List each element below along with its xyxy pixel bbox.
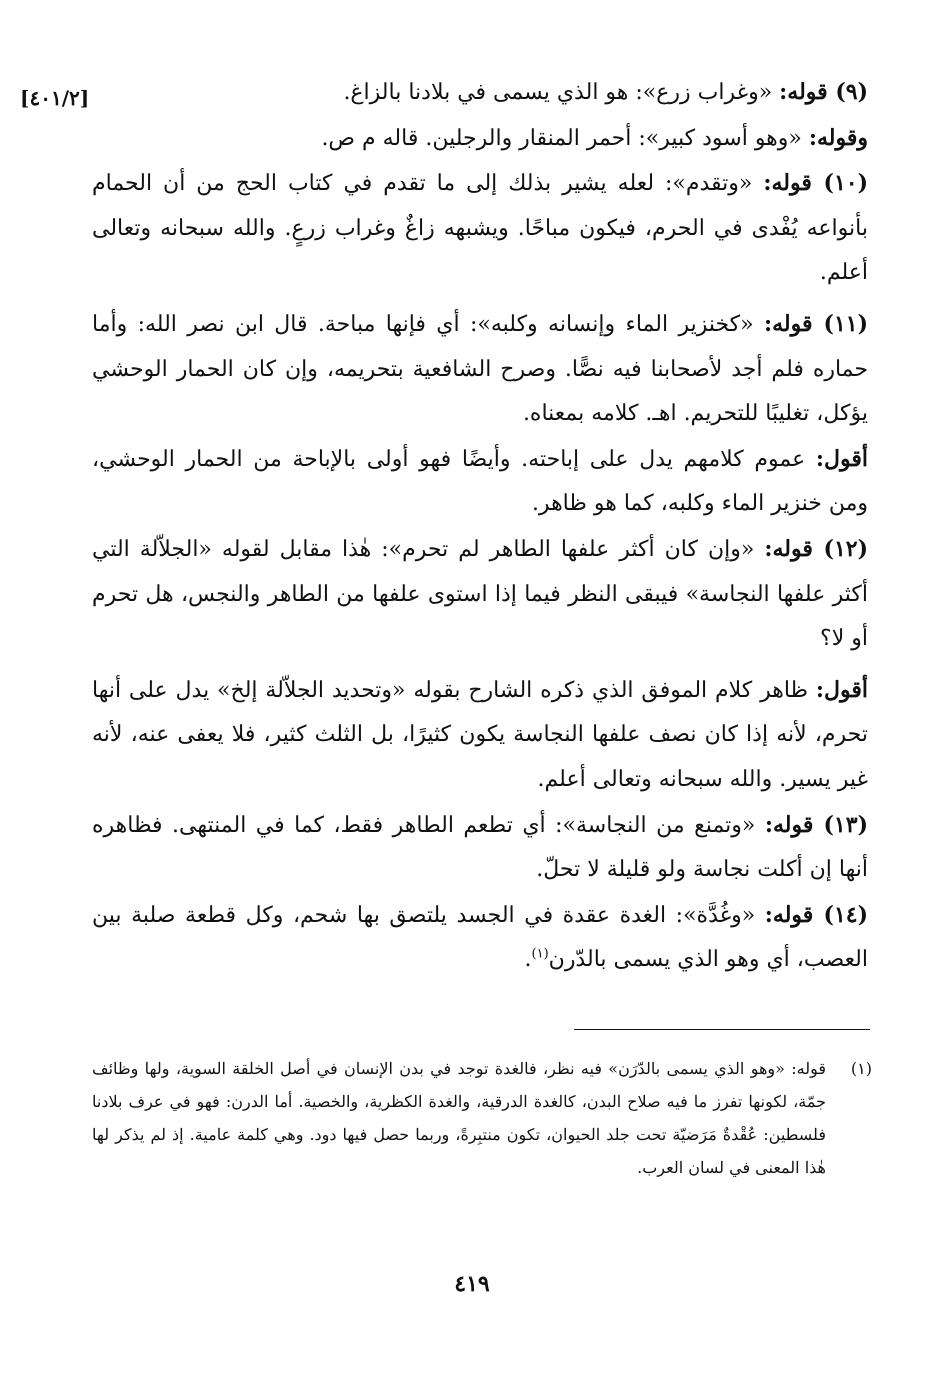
paragraph-text: «وغُدَّة»: الغدة عقدة في الجسد يلتصق بها شحم، وكل قطعة صلبة بين العصب، أي وهو الذي يسمى بالدّرن — [92, 902, 868, 973]
paragraph-aqul-1 — [92, 437, 868, 527]
paragraph-aqul-2 — [92, 668, 868, 803]
paragraph-label: (١٤) قوله: — [764, 901, 868, 928]
paragraph-label: أقول: — [815, 445, 868, 472]
footnote-number: (١) — [850, 1059, 872, 1078]
paragraph-14 — [92, 893, 868, 983]
paragraph-11 — [92, 302, 868, 437]
footnotes-section — [92, 1052, 872, 1184]
paragraph-9 — [92, 70, 868, 116]
paragraph-9-continued — [92, 116, 868, 162]
paragraph-label: (١٠) قوله: — [763, 170, 868, 197]
footnote-separator — [574, 1029, 870, 1030]
paragraph-text: «وهو أسود كبير»: أحمر المنقار والرجلين. قاله م ص. — [321, 125, 809, 151]
paragraph-10 — [92, 161, 868, 296]
paragraph-text: «وتقدم»: لعله يشير بذلك إلى ما تقدم في كتاب الحج من أن الحمام بأنواعه يُفْدى في الحرم، فيكون مباحًا. ويشبهه زاغٌ وغراب زرعٍ. والله سبحانه وتعالى أعلم. — [92, 171, 868, 286]
paragraph-label: وقوله: — [808, 124, 868, 151]
paragraph-text: «كخنزير الماء وإنسانه وكلبه»: أي فإنها مباحة. قال ابن نصر الله: وأما حماره فلم أجد لأصحابنا فيه نصًّا. وصرح الشافعية بتحريمه، وإن كان الحمار الوحشي يؤكل، تغليبًا للتحريم. اهـ. كلامه بمعناه. — [92, 311, 868, 427]
paragraph-text: «وغراب زرع»: هو الذي يسمى في بلادنا بالزاغ. — [343, 80, 780, 105]
paragraph-label: (٩) قوله: — [779, 79, 868, 105]
paragraph-text: عموم كلامهم يدل على إباحته. وأيضًا فهو أولى بالإباحة من الحمار الوحشي، ومن خنزير الماء وكلبه، كما هو ظاهر. — [92, 446, 868, 517]
paragraph-label: أقول: — [815, 676, 868, 703]
paragraph-label: (١١) قوله: — [763, 310, 868, 337]
footnote-reference[interactable]: (١) — [531, 946, 549, 962]
paragraph-label: (١٣) قوله: — [764, 811, 868, 838]
main-text-body — [92, 70, 868, 983]
paragraph-text: «وتمنع من النجاسة»: أي تطعم الطاهر فقط، كما في المنتهى. فظاهره أنها إن أكلت نجاسة ولو قليلة لا تحلّ. — [92, 812, 868, 883]
paragraph-label: (١٢) قوله: — [764, 535, 868, 562]
page-number: ٤١٩ — [454, 1271, 490, 1297]
paragraph-12 — [92, 527, 868, 662]
footnote-item — [92, 1052, 872, 1184]
paragraph-text: ظاهر كلام الموفق الذي ذكره الشارح بقوله «وتحديد الجلاّلة إلخ» يدل على أنها تحرم، لأنه إذا كان نصف علفها النجاسة يكون كثيرًا، بل الثلث كثير، فلا يعفى عنه، لأنه غير يسير. والله سبحانه وتعالى أعلم. — [92, 677, 868, 792]
footnote-text: قوله: «وهو الذي يسمى بالدّرَن» فيه نظر، فالغدة توجد في بدن الإنسان في أصل الخلقة السوية، ولها وظائف جمّة، لكونها تفرز ما فيه صلاح البدن، كالغدة الدرقية، والغدة الكظرية، والخصية. أما الدرن: فهو في عرف بلادنا فلسطين: عُقْدةٌ مَرَضيّة تحت جلد الحيوان، تكون منتبِرةً، وربما حصل فيها دود. وهي كلمة عامية. إذ لم يذكر لها هٰذا المعنى في لسان العرب. — [92, 1059, 826, 1177]
paragraph-tail: . — [524, 947, 532, 973]
paragraph-text: «وإن كان أكثر علفها الطاهر لم تحرم»: هٰذا مقابل لقوله «الجلاّلة التي أكثر علفها النجاسة» فيبقى النظر فيما إذا استوى علفها من الطاهر والنجس، هل تحرم أو لا؟ — [92, 536, 868, 652]
paragraph-13 — [92, 803, 868, 893]
volume-page-reference: [٤٠١/٢] — [20, 86, 90, 110]
